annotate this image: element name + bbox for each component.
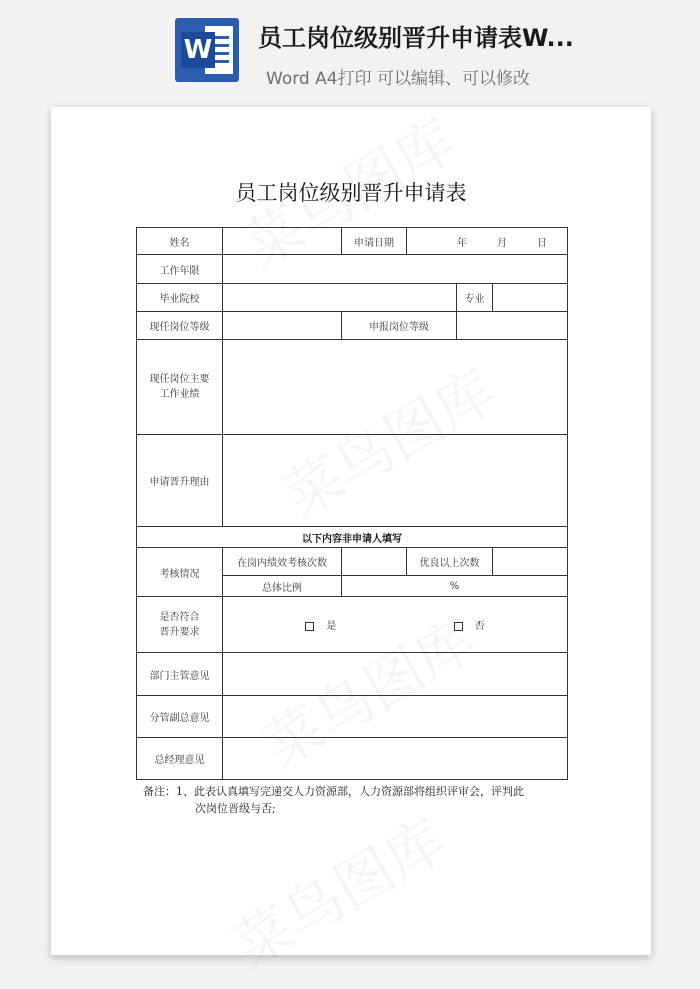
option-yes[interactable] [305,617,336,632]
label-gm-opinion: 总经理意见 [137,738,223,780]
date-day-label: 日 [537,237,548,249]
label-target-level: 申报岗位等级 [342,312,457,340]
word-icon-letter: W [181,32,215,68]
input-school[interactable] [223,284,457,312]
file-title: 员工岗位级别晋升申请表W... [258,24,574,52]
label-assessment: 考核情况 [137,548,223,597]
header [0,0,700,100]
watermark-4 [216,795,459,984]
input-apply-date[interactable] [407,228,568,255]
input-major[interactable] [493,284,568,312]
row-name [137,228,568,255]
input-name[interactable] [223,228,342,255]
label-reason: 申请晋升理由 [137,435,223,527]
option-no[interactable] [454,617,485,632]
row-section-note [137,527,568,548]
label-apply-date: 申请日期 [342,228,407,255]
option-yes-label: 是 [326,621,337,632]
row-levels [137,312,568,340]
input-dept-manager[interactable] [223,653,568,696]
section-note: 以下内容非申请人填写 [137,527,568,548]
input-current-level[interactable] [223,312,342,340]
input-main-performance[interactable] [223,340,568,435]
input-overall-ratio[interactable]: % [342,576,568,597]
date-month-label: 月 [497,237,508,249]
row-work-years [137,255,568,284]
label-vp-opinion: 分管副总意见 [137,696,223,738]
label-dept-manager: 部门主管意见 [137,653,223,696]
input-work-years[interactable] [223,255,568,284]
input-excellent-count[interactable] [493,548,568,576]
row-dept-manager [137,653,568,696]
date-year-label: 年 [457,237,468,249]
label-overall-ratio: 总体比例 [223,576,342,597]
note-line-2: 次岗位晋级与否; [195,802,276,815]
row-gm-opinion [137,738,568,780]
file-subtitle: Word A4打印 可以编辑、可以修改 [266,69,530,89]
note-line-1: 备注：1、此表认真填写完递交人力资源部，人力资源部将组织评审会，评判此 [143,785,524,798]
document-page [51,107,651,955]
row-meets-requirement [137,597,568,653]
input-vp-opinion[interactable] [223,696,568,738]
checkbox-yes-icon[interactable] [305,622,314,631]
label-work-years: 工作年限 [137,255,223,284]
label-assess-count: 在岗内绩效考核次数 [223,548,342,576]
word-doc-icon [175,18,239,82]
label-school: 毕业院校 [137,284,223,312]
input-target-level[interactable] [457,312,568,340]
form-notes [143,783,583,817]
row-school [137,284,568,312]
meets-requirement-options [223,597,568,653]
label-major: 专业 [457,284,493,312]
checkbox-no-icon[interactable] [454,622,463,631]
document-title: 员工岗位级别晋升申请表 [235,181,467,205]
application-form-table [136,227,568,780]
input-reason[interactable] [223,435,568,527]
input-gm-opinion[interactable] [223,738,568,780]
row-reason [137,435,568,527]
label-main-performance: 现任岗位主要工作业绩 [137,340,223,435]
option-no-label: 否 [474,621,485,632]
label-excellent-count: 优良以上次数 [407,548,493,576]
row-assessment-1 [137,548,568,576]
label-name: 姓名 [137,228,223,255]
row-performance [137,340,568,435]
row-vp-opinion [137,696,568,738]
label-meets-requirement: 是否符合晋升要求 [137,597,223,653]
input-assess-count[interactable] [342,548,407,576]
label-current-level: 现任岗位等级 [137,312,223,340]
